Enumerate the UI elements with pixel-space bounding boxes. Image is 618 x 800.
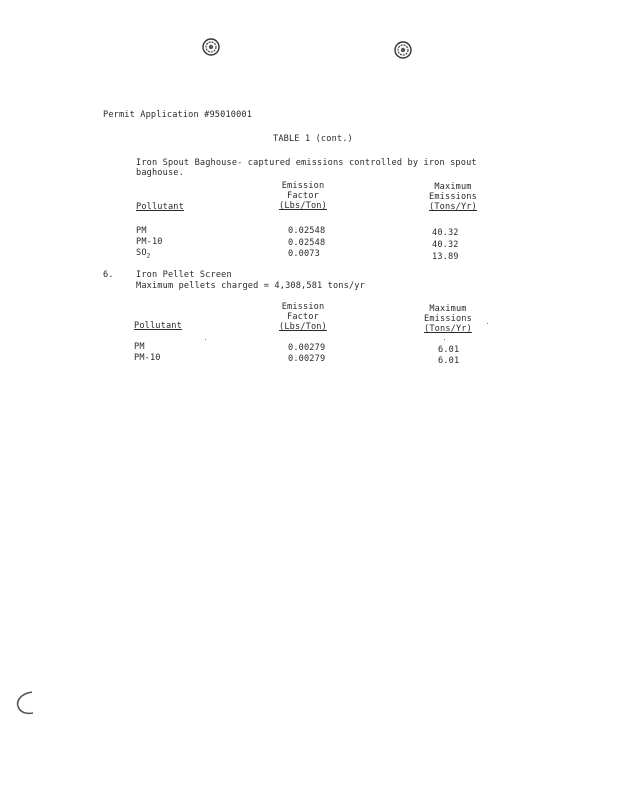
pollutant-cell: PM bbox=[134, 342, 145, 352]
pellet-pollutant-header: Pollutant bbox=[134, 321, 182, 331]
scan-speck bbox=[444, 339, 445, 340]
max-cell: 6.01 bbox=[438, 345, 460, 355]
table-row bbox=[134, 353, 161, 363]
table-title: TABLE 1 (cont.) bbox=[273, 134, 353, 144]
factor-cell: 0.0073 bbox=[288, 249, 320, 259]
pollutant-cell: PM bbox=[136, 226, 147, 236]
scan-speck bbox=[205, 339, 206, 340]
spout-pollutant-header: Pollutant bbox=[136, 202, 184, 212]
factor-cell: 0.02548 bbox=[288, 226, 326, 236]
pellet-title: Iron Pellet Screen bbox=[136, 270, 232, 280]
max-cell: 40.32 bbox=[432, 228, 459, 238]
spout-description-line2: baghouse. bbox=[136, 168, 184, 178]
table-row bbox=[136, 226, 147, 236]
factor-cell: 0.00279 bbox=[288, 343, 326, 353]
pollutant-cell: PM-10 bbox=[136, 237, 163, 247]
pollutant-cell: SO bbox=[136, 248, 147, 258]
spout-factor-header: Emission Factor (Lbs/Ton) bbox=[279, 181, 327, 211]
permit-line: Permit Application #95010001 bbox=[103, 110, 253, 120]
table-row bbox=[136, 237, 163, 247]
pellet-note: Maximum pellets charged = 4,308,581 tons/yr bbox=[136, 281, 365, 291]
max-cell: 40.32 bbox=[432, 240, 459, 250]
pellet-max-header: Maximum Emissions (Tons/Yr) bbox=[424, 304, 472, 334]
spout-max-header: Maximum Emissions (Tons/Yr) bbox=[429, 182, 477, 212]
pollutant-subscript: 2 bbox=[146, 252, 151, 260]
pellet-factor-header: Emission Factor (Lbs/Ton) bbox=[279, 302, 327, 332]
factor-cell: 0.02548 bbox=[288, 238, 326, 248]
max-cell: 6.01 bbox=[438, 356, 460, 366]
seal-right-icon bbox=[394, 41, 412, 59]
table-row bbox=[136, 248, 150, 262]
factor-cell: 0.00279 bbox=[288, 354, 326, 364]
spout-description-line1: Iron Spout Baghouse- captured emissions controlled by iron spout bbox=[136, 158, 477, 168]
scan-speck bbox=[487, 323, 488, 324]
seal-left-icon bbox=[202, 38, 220, 56]
binding-hole-mark-icon bbox=[12, 690, 36, 716]
table-row bbox=[134, 342, 145, 352]
max-cell: 13.89 bbox=[432, 252, 459, 262]
pollutant-cell: PM-10 bbox=[134, 353, 161, 363]
section-number: 6. bbox=[103, 270, 114, 280]
